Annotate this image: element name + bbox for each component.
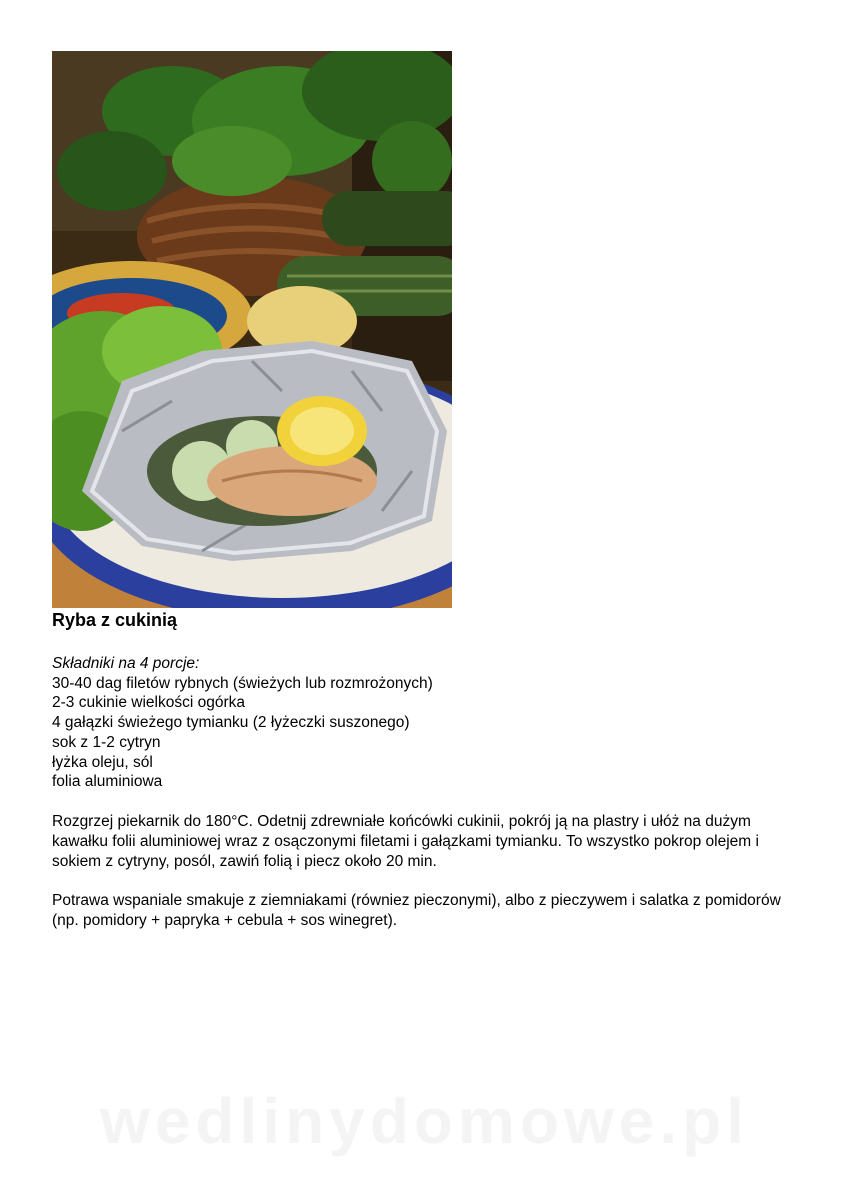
fish-in-foil-photo-icon [52,51,452,608]
recipe-photo [52,51,452,608]
ingredient-item: łyżka oleju, sól [52,753,153,771]
watermark: wedlinydomowe.pl [100,1085,749,1157]
ingredients-heading: Składniki na 4 porcje: [52,655,200,672]
ingredient-item: 4 gałązki świeżego tymianku (2 łyżeczki suszonego) [52,714,410,732]
ingredients-list [52,654,752,792]
recipe-title: Ryba z cukinią [52,610,178,630]
ingredient-item: 30-40 dag filetów rybnych (świeżych lub rozmrożonych) [52,674,433,692]
ingredient-item: sok z 1-2 cytryn [52,733,161,751]
serving-suggestion-paragraph: Potrawa wspaniale smakuje z ziemniakami (równiez pieczonymi), albo z pieczywem i salatka z pomidorów (np. pomidory + papryka + cebula + sos winegret). [52,892,781,929]
ingredient-item: 2-3 cukinie wielkości ogórka [52,694,245,712]
ingredient-item: folia aluminiowa [52,773,163,791]
instructions-paragraph: Rozgrzej piekarnik do 180°C. Odetnij zdrewniałe końcówki cukinii, pokrój ją na plastry i ułóż na dużym kawałku folii aluminiowej wraz z osączonymi filetami i gałązkami tymianku. To wszystko pokrop olejem i sokiem z cytryny, posól, zawiń folią i piecz około 20 min. [52,813,759,870]
